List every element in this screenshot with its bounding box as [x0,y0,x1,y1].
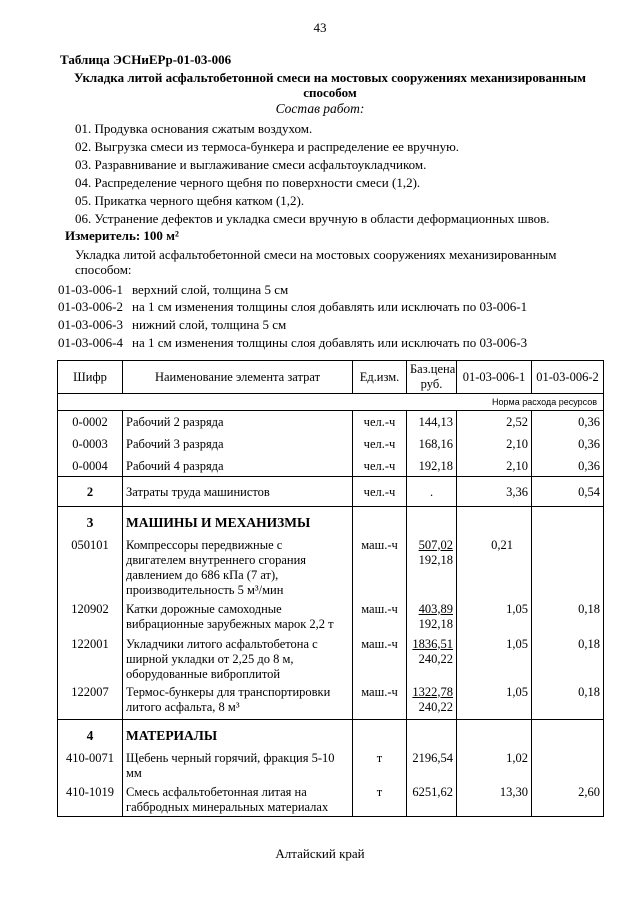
norma-row [58,394,604,411]
section-title: МАШИНЫ И МЕХАНИЗМЫ [123,507,353,537]
description-line-2: способом: [75,262,132,277]
cell-unit: маш.-ч [353,684,407,720]
cell-unit: маш.-ч [353,601,407,636]
header-col-2: 01-03-006-2 [532,361,604,394]
header-unit: Ед.изм. [353,361,407,394]
cell-v2: 0,36 [532,433,604,455]
cell-v2: 0,18 [532,684,604,720]
section-materials [58,720,604,750]
code-3-text: нижний слой, толщина 5 см [132,317,287,332]
price-base: 1836,51 [412,636,453,651]
name-line: литого асфальта, 8 м³ [126,699,240,714]
code-1: 01-03-006-1 [58,282,123,297]
cell-name: Рабочий 3 разряда [123,433,353,455]
cell-v2: 0,36 [532,411,604,433]
description-line-1: Укладка литой асфальтобетонной смеси на мостовых сооружениях механизированным [75,247,557,262]
izmeritel: Измеритель: 100 м² [65,228,179,243]
cell-price: 192,18 [407,455,457,477]
section-code: 4 [58,720,123,750]
cell-v1: 2,10 [457,433,532,455]
cell-price [407,601,457,636]
cell-v1: 13,30 [457,784,532,817]
cell-code: 0-0002 [58,411,123,433]
cell-code: 410-1019 [58,784,123,817]
page-number: 43 [313,20,327,35]
operation-3: 03. Разравнивание и выглаживание смеси асфальтоукладчиком. [75,157,427,172]
cell-v2: 0,18 [532,636,604,684]
name-line: Компрессоры передвижные с [126,537,283,552]
price-base: 507,02 [418,537,453,552]
header-price [407,361,457,394]
section-machines [58,507,604,537]
name-line: мм [126,765,142,780]
name-line: Щебень черный горячий, фракция 5-10 [126,750,335,765]
table-row [58,537,604,601]
cell-code: 410-0071 [58,750,123,784]
description [75,247,575,277]
cell-v2 [532,750,604,784]
header-price-line-1: Баз.цена [410,362,456,376]
cell-code: 2 [58,477,123,507]
code-4-text: на 1 см изменения толщины слоя добавлять или исключать по 03-006-3 [132,335,528,350]
table-row [58,750,604,784]
name-line: производительность 5 м³/мин [126,582,284,597]
table-row [58,784,604,817]
table-title: Таблица ЭСНиЕРр-01-03-006 [60,52,232,67]
price-wage: 192,18 [418,616,453,631]
sostav-label: Состав работ: [275,101,365,116]
cell-code: 122007 [58,684,123,720]
cell-unit: т [353,750,407,784]
cell-name [123,601,353,636]
cell-v1: 2,52 [457,411,532,433]
cell-code: 0-0003 [58,433,123,455]
cell-unit: т [353,784,407,817]
cell-price: 144,13 [407,411,457,433]
header-shifr: Шифр [58,361,123,394]
cell-unit: чел.-ч [353,477,407,507]
cell-price [407,537,457,601]
table-row [58,455,604,477]
cell-price: . [407,477,457,507]
cell-price: 6251,62 [407,784,457,817]
cell-v1: 3,36 [457,477,532,507]
code-3: 01-03-006-3 [58,317,123,332]
cell-name: Рабочий 2 разряда [123,411,353,433]
table-row [58,601,604,636]
table-row [58,636,604,684]
labor-row [58,477,604,507]
header-price-line-2: руб. [420,377,443,391]
code-2: 01-03-006-2 [58,299,123,314]
table-header [58,361,604,394]
code-1-text: верхний слой, толщина 5 см [132,282,289,297]
price-base: 403,89 [418,601,453,616]
cell-price [407,684,457,720]
name-line: двигателем внутреннего сгорания [126,552,307,567]
operation-1: 01. Продувка основания сжатым воздухом. [75,121,313,136]
cell-v2: 0,36 [532,455,604,477]
resource-table [57,360,604,817]
cell-name: Затраты труда машинистов [123,477,353,507]
cell-unit: чел.-ч [353,455,407,477]
price-wage: 192,18 [418,552,453,567]
operation-5: 05. Прикатка черного щебня катком (1,2). [75,193,305,208]
operation-2: 02. Выгрузка смеси из термоса-бункера и распределение ее вручную. [75,139,460,154]
cell-name [123,636,353,684]
table-row [58,684,604,720]
name-line: вибрационные зарубежных марок 2,2 т [126,616,334,631]
cell-price: 168,16 [407,433,457,455]
cell-price [407,636,457,684]
header-name: Наименование элемента затрат [123,361,353,394]
cell-v1: 0,21 [457,537,532,601]
price-base: 1322,78 [412,684,453,699]
code-4: 01-03-006-4 [58,335,123,350]
name-line: Укладчики литого асфальтобетона с [126,636,318,651]
cell-unit: чел.-ч [353,433,407,455]
cell-v1: 1,05 [457,684,532,720]
cell-v1: 1,05 [457,601,532,636]
cell-unit: чел.-ч [353,411,407,433]
cell-code: 050101 [58,537,123,601]
cell-name [123,750,353,784]
price-wage: 240,22 [418,699,453,714]
cell-price: 2196,54 [407,750,457,784]
cell-unit: маш.-ч [353,537,407,601]
name-line: оборудованные виброплитой [126,666,281,681]
cell-code: 120902 [58,601,123,636]
cell-code: 122001 [58,636,123,684]
cell-name: Рабочий 4 разряда [123,455,353,477]
name-line: ширной укладки от 2,25 до 8 м, [126,651,294,666]
cell-v1: 1,05 [457,636,532,684]
cell-v1: 1,02 [457,750,532,784]
name-line: Термос-бункеры для транспортировки [126,684,331,699]
operation-4: 04. Распределение черного щебня по поверхности смеси (1,2). [75,175,421,190]
price-wage: 240,22 [418,651,453,666]
footer-region: Алтайский край [275,846,365,861]
table-row [58,411,604,433]
cell-name [123,684,353,720]
name-line: давлением до 686 кПа (7 ат), [126,567,279,582]
subtitle-line-1: Укладка литой асфальтобетонной смеси на мостовых сооружениях механизированным [73,70,587,85]
subtitle-line-2: способом [303,85,357,100]
cell-name [123,784,353,817]
operation-6: 06. Устранение дефектов и укладка смеси вручную в области деформационных швов. [75,211,550,226]
name-line: габбродных минеральных материалах [126,799,329,814]
cell-v2: 2,60 [532,784,604,817]
table-row [58,433,604,455]
code-2-text: на 1 см изменения толщины слоя добавлять или исключать по 03-006-1 [132,299,528,314]
norma-label: Норма расхода ресурсов [58,394,604,411]
cell-v1: 2,10 [457,455,532,477]
header-col-1: 01-03-006-1 [457,361,532,394]
cell-v2 [532,537,604,601]
cell-v2: 0,54 [532,477,604,507]
cell-v2: 0,18 [532,601,604,636]
section-code: 3 [58,507,123,537]
cell-code: 0-0004 [58,455,123,477]
section-title: МАТЕРИАЛЫ [123,720,353,750]
cell-name [123,537,353,601]
name-line: Смесь асфальтобетонная литая на [126,784,307,799]
cell-unit: маш.-ч [353,636,407,684]
name-line: Катки дорожные самоходные [126,601,282,616]
